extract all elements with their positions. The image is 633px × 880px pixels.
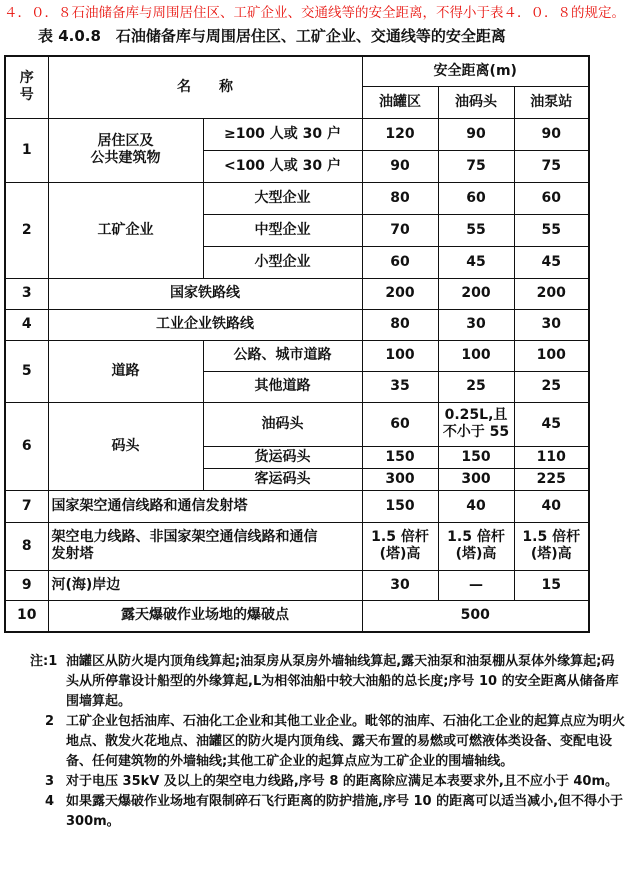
cell-value: 1.5 倍杆 (塔)高 xyxy=(362,522,438,570)
cell-value: 100 xyxy=(362,340,438,371)
cell-value: 45 xyxy=(438,246,514,278)
cell-value: 25 xyxy=(514,371,589,402)
row-number: 1 xyxy=(5,118,48,182)
cell-value: 200 xyxy=(438,278,514,309)
note-label: 2 xyxy=(44,714,54,729)
cell-value: 70 xyxy=(362,214,438,246)
cell-value: 80 xyxy=(362,309,438,340)
row-subcategory: 货运码头 xyxy=(203,446,362,468)
row-name: 国家铁路线 xyxy=(48,278,362,309)
cell-value: 25 xyxy=(438,371,514,402)
row-subcategory: 公路、城市道路 xyxy=(203,340,362,371)
cell-value: 30 xyxy=(514,309,589,340)
row-category: 码头 xyxy=(48,402,203,490)
header-safe-distance: 安全距离(m) xyxy=(362,56,589,86)
row-number: 3 xyxy=(5,278,48,309)
row-number: 2 xyxy=(5,182,48,278)
cell-value: 90 xyxy=(438,118,514,150)
cell-value: 1.5 倍杆 (塔)高 xyxy=(438,522,514,570)
row-subcategory: 油码头 xyxy=(203,402,362,446)
cell-value: 30 xyxy=(438,309,514,340)
row-subcategory: 其他道路 xyxy=(203,371,362,402)
header-name: 名 称 xyxy=(48,56,362,118)
row-category: 居住区及 公共建筑物 xyxy=(48,118,203,182)
cell-value: 1.5 倍杆 (塔)高 xyxy=(514,522,589,570)
cell-value: 100 xyxy=(438,340,514,371)
cell-value: 40 xyxy=(514,490,589,522)
note-text: 如果露天爆破作业场地有限制碎石飞行距离的防护措施,序号 10 的距离可以适当减小,但不得小于 300m。 xyxy=(66,794,624,829)
cell-value: — xyxy=(438,570,514,600)
row-subcategory: 大型企业 xyxy=(203,182,362,214)
cell-value: 200 xyxy=(362,278,438,309)
note-label: 注:1 xyxy=(30,654,58,669)
row-number: 8 xyxy=(5,522,48,570)
table-caption: 表 4.0.8 石油储备库与周围居住区、工矿企业、交通线等的安全距离 xyxy=(38,27,506,45)
table-row xyxy=(5,118,589,150)
row-category: 道路 xyxy=(48,340,203,402)
cell-value: 15 xyxy=(514,570,589,600)
table-row xyxy=(5,340,589,371)
cell-value: 60 xyxy=(438,182,514,214)
cell-value: 300 xyxy=(438,468,514,490)
cell-value: 80 xyxy=(362,182,438,214)
header-pump-station: 油泵站 xyxy=(514,86,589,118)
cell-value: 200 xyxy=(514,278,589,309)
note-text: 工矿企业包括油库、石油化工企业和其他工业企业。毗邻的油库、石油化工企业的起算点应为明火地点、散发火花地点、油罐区的防火堤内顶角线、露天布置的易燃或可燃液体类设备、变配电设备、任何建筑物的外墙轴线;其他工矿企业的起算点应为工矿企业的围墙轴线。 xyxy=(66,714,626,769)
header-tank-area: 油罐区 xyxy=(362,86,438,118)
note-label: 4 xyxy=(44,794,54,809)
cell-value: 150 xyxy=(362,446,438,468)
table-row xyxy=(5,182,589,214)
row-number: 9 xyxy=(5,570,48,600)
row-subcategory: 中型企业 xyxy=(203,214,362,246)
cell-value: 45 xyxy=(514,246,589,278)
cell-value: 45 xyxy=(514,402,589,446)
cell-value: 60 xyxy=(514,182,589,214)
table-row xyxy=(5,309,589,340)
cell-value: 40 xyxy=(438,490,514,522)
cell-value: 110 xyxy=(514,446,589,468)
table-row xyxy=(5,600,589,632)
cell-value: 55 xyxy=(514,214,589,246)
table-row xyxy=(5,402,589,446)
header-seq: 序 号 xyxy=(5,56,48,118)
row-number: 10 xyxy=(5,600,48,632)
cell-value: 150 xyxy=(438,446,514,468)
row-name: 露天爆破作业场地的爆破点 xyxy=(48,600,362,632)
clause-text: ４．０．８石油储备库与周围居住区、工矿企业、交通线等的安全距离，不得小于表４．０．８的规定。 xyxy=(4,5,625,21)
row-subcategory: ≥100 人或 30 户 xyxy=(203,118,362,150)
cell-value: 225 xyxy=(514,468,589,490)
cell-value: 75 xyxy=(438,150,514,182)
cell-value: 0.25L,且 不小于 55 xyxy=(438,402,514,446)
cell-value: 300 xyxy=(362,468,438,490)
header-oil-dock: 油码头 xyxy=(438,86,514,118)
row-name: 国家架空通信线路和通信发射塔 xyxy=(48,490,362,522)
cell-value: 100 xyxy=(514,340,589,371)
cell-value: 75 xyxy=(514,150,589,182)
cell-value: 30 xyxy=(362,570,438,600)
cell-value: 35 xyxy=(362,371,438,402)
row-number: 5 xyxy=(5,340,48,402)
cell-value: 90 xyxy=(362,150,438,182)
table-row xyxy=(5,570,589,600)
note-item xyxy=(30,792,626,832)
note-item xyxy=(30,652,626,712)
row-name: 工业企业铁路线 xyxy=(48,309,362,340)
note-text: 对于电压 35kV 及以上的架空电力线路,序号 8 的距离除应满足本表要求外,且不应小于 40m。 xyxy=(66,774,618,789)
safety-distance-table xyxy=(4,55,590,633)
row-subcategory: 客运码头 xyxy=(203,468,362,490)
cell-value: 60 xyxy=(362,246,438,278)
row-category: 工矿企业 xyxy=(48,182,203,278)
row-number: 4 xyxy=(5,309,48,340)
note-label: 3 xyxy=(44,774,54,789)
cell-value: 500 xyxy=(362,600,589,632)
notes xyxy=(30,652,626,832)
table-row xyxy=(5,278,589,309)
note-item xyxy=(30,712,626,772)
table-row xyxy=(5,522,589,570)
row-subcategory: <100 人或 30 户 xyxy=(203,150,362,182)
row-number: 7 xyxy=(5,490,48,522)
cell-value: 90 xyxy=(514,118,589,150)
row-name: 架空电力线路、非国家架空通信线路和通信 发射塔 xyxy=(48,522,362,570)
cell-value: 55 xyxy=(438,214,514,246)
cell-value: 120 xyxy=(362,118,438,150)
note-item xyxy=(30,772,626,792)
row-number: 6 xyxy=(5,402,48,490)
table-row xyxy=(5,490,589,522)
note-text: 油罐区从防火堤内顶角线算起;油泵房从泵房外墙轴线算起,露天油泵和油泵棚从泵体外缘算起;码头从所停靠设计船型的外缘算起,L为相邻油船中较大油船的总长度;序号 10 的安全距离从储备库围墙算起。 xyxy=(66,654,619,709)
cell-value: 150 xyxy=(362,490,438,522)
row-name: 河(海)岸边 xyxy=(48,570,362,600)
cell-value: 60 xyxy=(362,402,438,446)
row-subcategory: 小型企业 xyxy=(203,246,362,278)
